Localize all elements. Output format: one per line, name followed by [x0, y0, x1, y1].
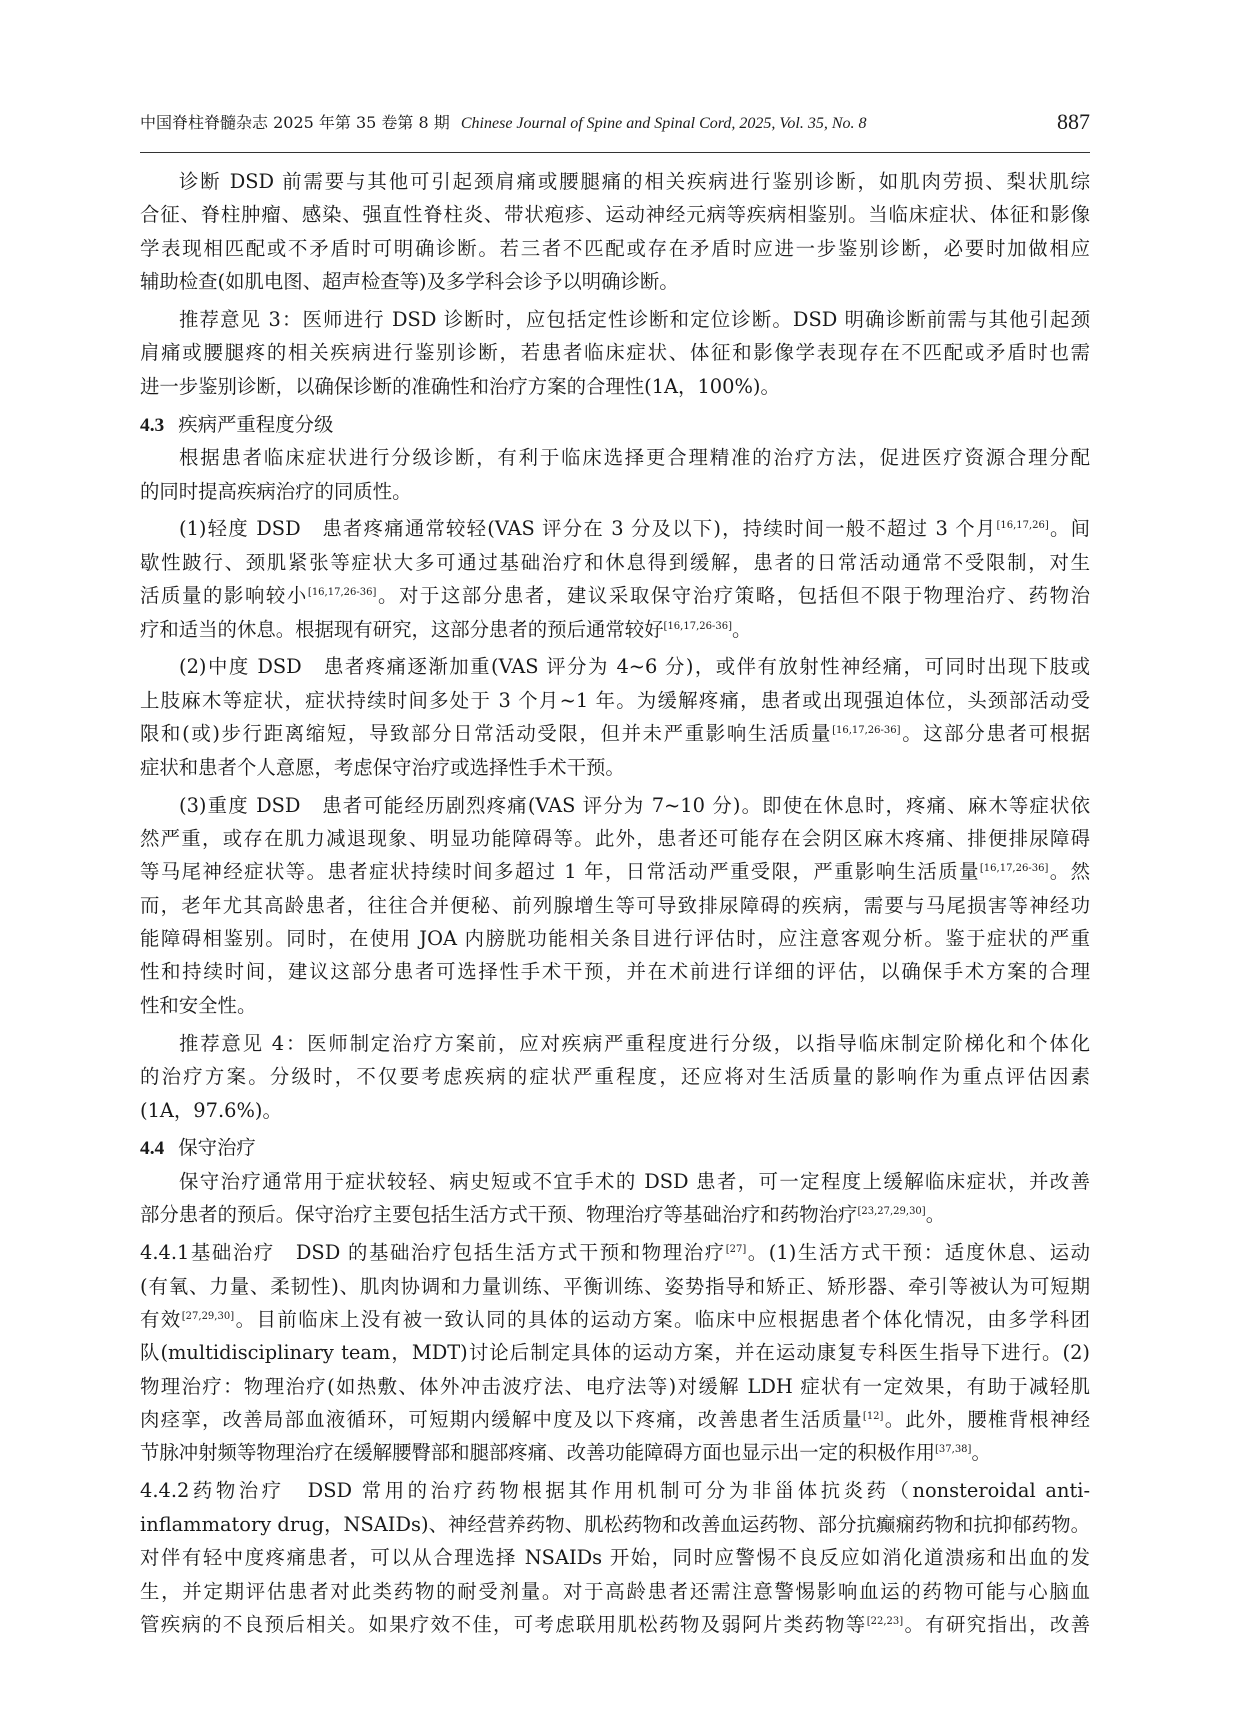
text-line	[140, 1403, 1090, 1436]
citation-reference: [27]	[725, 1244, 747, 1256]
text-line	[140, 822, 1090, 855]
line-text: 保守治疗通常用于症状较轻、病史短或不宜手术的 DSD 患者，可一定程度上缓解临床症状，并改善	[179, 1169, 1090, 1193]
text-line	[140, 546, 1090, 579]
text-line	[140, 613, 1090, 646]
text-line	[140, 855, 1090, 888]
text-line	[140, 370, 1090, 403]
line-text: 队(multidisciplinary team，MDT)讨论后制定具体的运动方案，并在运动康复专科医生指导下进行。(2)	[140, 1341, 1090, 1365]
text-line	[140, 265, 1090, 298]
text-line	[140, 336, 1090, 369]
line-text: 合征、脊柱肿瘤、感染、强直性脊柱炎、带状疱疹、运动神经元病等疾病相鉴别。当临床症状、体征和影像	[140, 203, 1090, 227]
line-text: 进一步鉴别诊断，以确保诊断的准确性和治疗方案的合理性(1A，100%)。	[140, 374, 780, 398]
text-line	[140, 650, 1090, 683]
text-line	[140, 232, 1090, 265]
text-line	[140, 1165, 1090, 1198]
line-text-continued: 。此外，腰椎背根神经	[883, 1408, 1090, 1432]
running-header	[140, 109, 1090, 153]
line-text: 能障碍相鉴别。同时，在使用 JOA 内膀胱功能相关条目进行评估时，应注意客观分析。鉴于症状的严重	[140, 927, 1090, 951]
line-text: DSD 的基础治疗包括生活方式干预和物理治疗	[274, 1241, 726, 1265]
citation-reference: [16,17,26-36]	[979, 863, 1049, 875]
text-line	[140, 512, 1090, 545]
text-line	[140, 1575, 1090, 1608]
line-text: 然严重，或存在肌力减退现象、明显功能障碍等。此外，患者还可能存在会阴区麻木疼痛、排便排尿障碍	[140, 826, 1090, 850]
section-heading	[140, 1131, 1090, 1164]
line-text: 有效	[140, 1307, 182, 1331]
line-text-continued: 。间	[1048, 517, 1090, 541]
section-title: 药物治疗	[189, 1479, 285, 1503]
text-line	[140, 441, 1090, 474]
line-text: 肩痛或腰腿疼的相关疾病进行鉴别诊断，若患者临床症状、体征和影像学表现存在不匹配或矛盾时也需	[140, 341, 1090, 365]
text-line	[140, 1370, 1090, 1403]
journal-title-en: Chinese Journal of Spine and Spinal Cord, 2025, Vol. 35, No. 8	[460, 115, 867, 132]
line-text: 歇性跛行、颈肌紧张等症状大多可通过基础治疗和休息得到缓解，患者的日常活动通常不受限制，对生	[140, 550, 1090, 574]
section-title: 保守治疗	[178, 1136, 256, 1160]
line-text: 肉痉挛，改善局部血液循环，可短期内缓解中度及以下疼痛，改善患者生活质量	[140, 1408, 863, 1432]
text-line	[140, 579, 1090, 612]
text-line	[140, 1541, 1090, 1574]
line-text: 推荐意见 3：医师进行 DSD 诊断时，应包括定性诊断和定位诊断。DSD 明确诊断前需与其他引起颈	[179, 308, 1090, 332]
line-text: 对伴有轻中度疼痛患者，可以从合理选择 NSAIDs 开始，同时应警惕不良反应如消化道溃疡和出血的发	[140, 1546, 1090, 1570]
line-text-continued: 。	[971, 1441, 991, 1465]
line-text: 根据患者临床症状进行分级诊断，有利于临床选择更合理精准的治疗方法，促进医疗资源合理分配	[179, 446, 1090, 470]
section-number: 4.4.2	[140, 1479, 190, 1503]
citation-reference: [23,27,29,30]	[857, 1206, 926, 1218]
line-text: 活质量的影响较小	[140, 584, 308, 608]
text-line	[140, 1303, 1090, 1336]
text-line	[140, 789, 1090, 822]
section-title: 疾病严重程度分级	[178, 412, 334, 436]
line-text-continued: 。	[731, 617, 752, 641]
text-line	[140, 1436, 1090, 1469]
line-text: (2)中度 DSD 患者疼痛逐渐加重(VAS 评分为 4~6 分)，或伴有放射性神经痛，可同时出现下肢或	[179, 655, 1090, 679]
citation-reference: [16,17,26-36]	[307, 587, 377, 599]
journal-citation	[140, 112, 867, 135]
line-text: inflammatory drug，NSAIDs)、神经营养药物、肌松药物和改善血运药物、部分抗癫痫药物和抗抑郁药物。	[140, 1512, 1090, 1536]
citation-reference: [27,29,30]	[181, 1310, 235, 1322]
line-text: 物理治疗：物理治疗(如热敷、体外冲击波疗法、电疗法等)对缓解 LDH 症状有一定效果，有助于减轻肌	[140, 1374, 1090, 1398]
line-text-continued: 。有研究指出，改善	[903, 1612, 1090, 1636]
line-text: 部分患者的预后。保守治疗主要包括生活方式干预、物理治疗等基础治疗和药物治疗	[140, 1203, 858, 1227]
line-text-continued: 。这部分患者可根据	[900, 722, 1090, 746]
citation-reference: [37,38]	[935, 1444, 972, 1456]
line-text: 症状和患者个人意愿，考虑保守治疗或选择性手术干预。	[140, 755, 625, 779]
line-text: 性和安全性。	[140, 993, 257, 1017]
text-line	[140, 684, 1090, 717]
line-text: 节脉冲射频等物理治疗在缓解腰臀部和腿部疼痛、改善功能障碍方面也显示出一定的积极作用	[140, 1441, 936, 1465]
section-number: 4.3	[140, 414, 165, 436]
text-line	[140, 1608, 1090, 1641]
text-line	[140, 1508, 1090, 1541]
line-text: 诊断 DSD 前需要与其他可引起颈肩痛或腰腿痛的相关疾病进行鉴别诊断，如肌肉劳损、梨状肌综	[179, 170, 1090, 193]
text-line	[140, 922, 1090, 955]
citation-reference: [22,23]	[866, 1615, 904, 1627]
text-line	[140, 1336, 1090, 1369]
article-body	[140, 165, 1090, 1641]
text-line	[140, 1060, 1090, 1093]
line-text-continued: 。对于这部分患者，建议采取保守治疗策略，包括但不限于物理治疗、药物治	[376, 584, 1090, 608]
line-text-continued: 。	[925, 1203, 946, 1227]
text-line	[140, 751, 1090, 784]
line-text-continued: 。然	[1048, 860, 1090, 884]
text-line	[140, 1270, 1090, 1303]
text-line	[140, 1027, 1090, 1060]
text-line	[140, 717, 1090, 750]
line-text: 限和(或)步行距离缩短，导致部分日常活动受限，但并未严重影响生活质量	[140, 722, 833, 746]
text-line	[140, 1198, 1090, 1231]
text-line	[140, 989, 1090, 1022]
journal-title-cn: 中国脊柱脊髓杂志 2025 年第 35 卷第 8 期	[140, 113, 450, 132]
line-text: 辅助检查(如肌电图、超声检查等)及多学科会诊予以明确诊断。	[140, 270, 679, 294]
text-line	[140, 955, 1090, 988]
page-number: 887	[1057, 109, 1090, 134]
line-text: 等马尾神经症状等。患者症状持续时间多超过 1 年，日常活动严重受限，严重影响生活质量	[140, 860, 980, 884]
section-number: 4.4	[140, 1138, 165, 1160]
section-title: 基础治疗	[189, 1241, 275, 1265]
line-text: 学表现相匹配或不矛盾时可明确诊断。若三者不匹配或存在矛盾时应进一步鉴别诊断，必要时加做相应	[140, 236, 1090, 260]
line-text: 生，并定期评估患者对此类药物的耐受剂量。对于高龄患者还需注意警惕影响血运的药物可能与心脑血	[140, 1579, 1090, 1603]
line-text: 管疾病的不良预后相关。如果疗效不佳，可考虑联用肌松药物及弱阿片类药物等	[140, 1612, 867, 1636]
text-line	[140, 889, 1090, 922]
citation-reference: [16,17,26]	[996, 520, 1049, 532]
section-heading	[140, 408, 1090, 441]
line-text: (3)重度 DSD 患者可能经历剧烈疼痛(VAS 评分为 7~10 分)。即使在休息时，疼痛、麻木等症状依	[179, 793, 1090, 817]
line-text: 上肢麻木等症状，症状持续时间多处于 3 个月~1 年。为缓解疼痛，患者或出现强迫体位，头颈部活动受	[140, 688, 1090, 712]
line-text: (1)轻度 DSD 患者疼痛通常较轻(VAS 评分在 3 分及以下)，持续时间一般不超过 3 个月	[179, 517, 997, 541]
line-text: 的治疗方案。分级时，不仅要考虑疾病的症状严重程度，还应将对生活质量的影响作为重点评估因素	[140, 1065, 1090, 1089]
text-line	[140, 1094, 1090, 1127]
line-text-continued: 。目前临床上没有被一致认同的具体的运动方案。临床中应根据患者个体化情况，由多学科团	[234, 1307, 1090, 1331]
text-line	[140, 303, 1090, 336]
subsection-heading-line	[140, 1236, 1090, 1269]
line-text: (有氧、力量、柔韧性)、肌肉协调和力量训练、平衡训练、姿势指导和矫正、矫形器、牵引等被认为可短期	[140, 1274, 1090, 1298]
subsection-heading-line	[140, 1474, 1090, 1507]
line-text: DSD 常用的治疗药物根据其作用机制可分为非甾体抗炎药（nonsteroidal anti-	[284, 1479, 1090, 1503]
line-text: 的同时提高疾病治疗的同质性。	[140, 479, 412, 503]
line-text: (1A，97.6%)。	[140, 1098, 282, 1122]
citation-reference: [16,17,26-36]	[663, 620, 732, 632]
citation-reference: [12]	[862, 1411, 884, 1423]
text-line	[140, 475, 1090, 508]
section-number: 4.4.1	[140, 1241, 190, 1265]
line-text: 性和持续时间，建议这部分患者可选择性手术干预，并在术前进行详细的评估，以确保手术方案的合理	[140, 960, 1090, 984]
line-text: 推荐意见 4：医师制定治疗方案前，应对疾病严重程度进行分级，以指导临床制定阶梯化和个体化	[179, 1031, 1090, 1055]
citation-reference: [16,17,26-36]	[832, 725, 901, 737]
text-line	[140, 165, 1090, 198]
line-text: 而，老年尤其高龄患者，往往合并便秘、前列腺增生等可导致排尿障碍的疾病，需要与马尾损害等神经功	[140, 893, 1090, 917]
line-text-continued: 。(1)生活方式干预：适度休息、运动	[746, 1241, 1090, 1265]
line-text: 疗和适当的休息。根据现有研究，这部分患者的预后通常较好	[140, 617, 664, 641]
text-line	[140, 198, 1090, 231]
